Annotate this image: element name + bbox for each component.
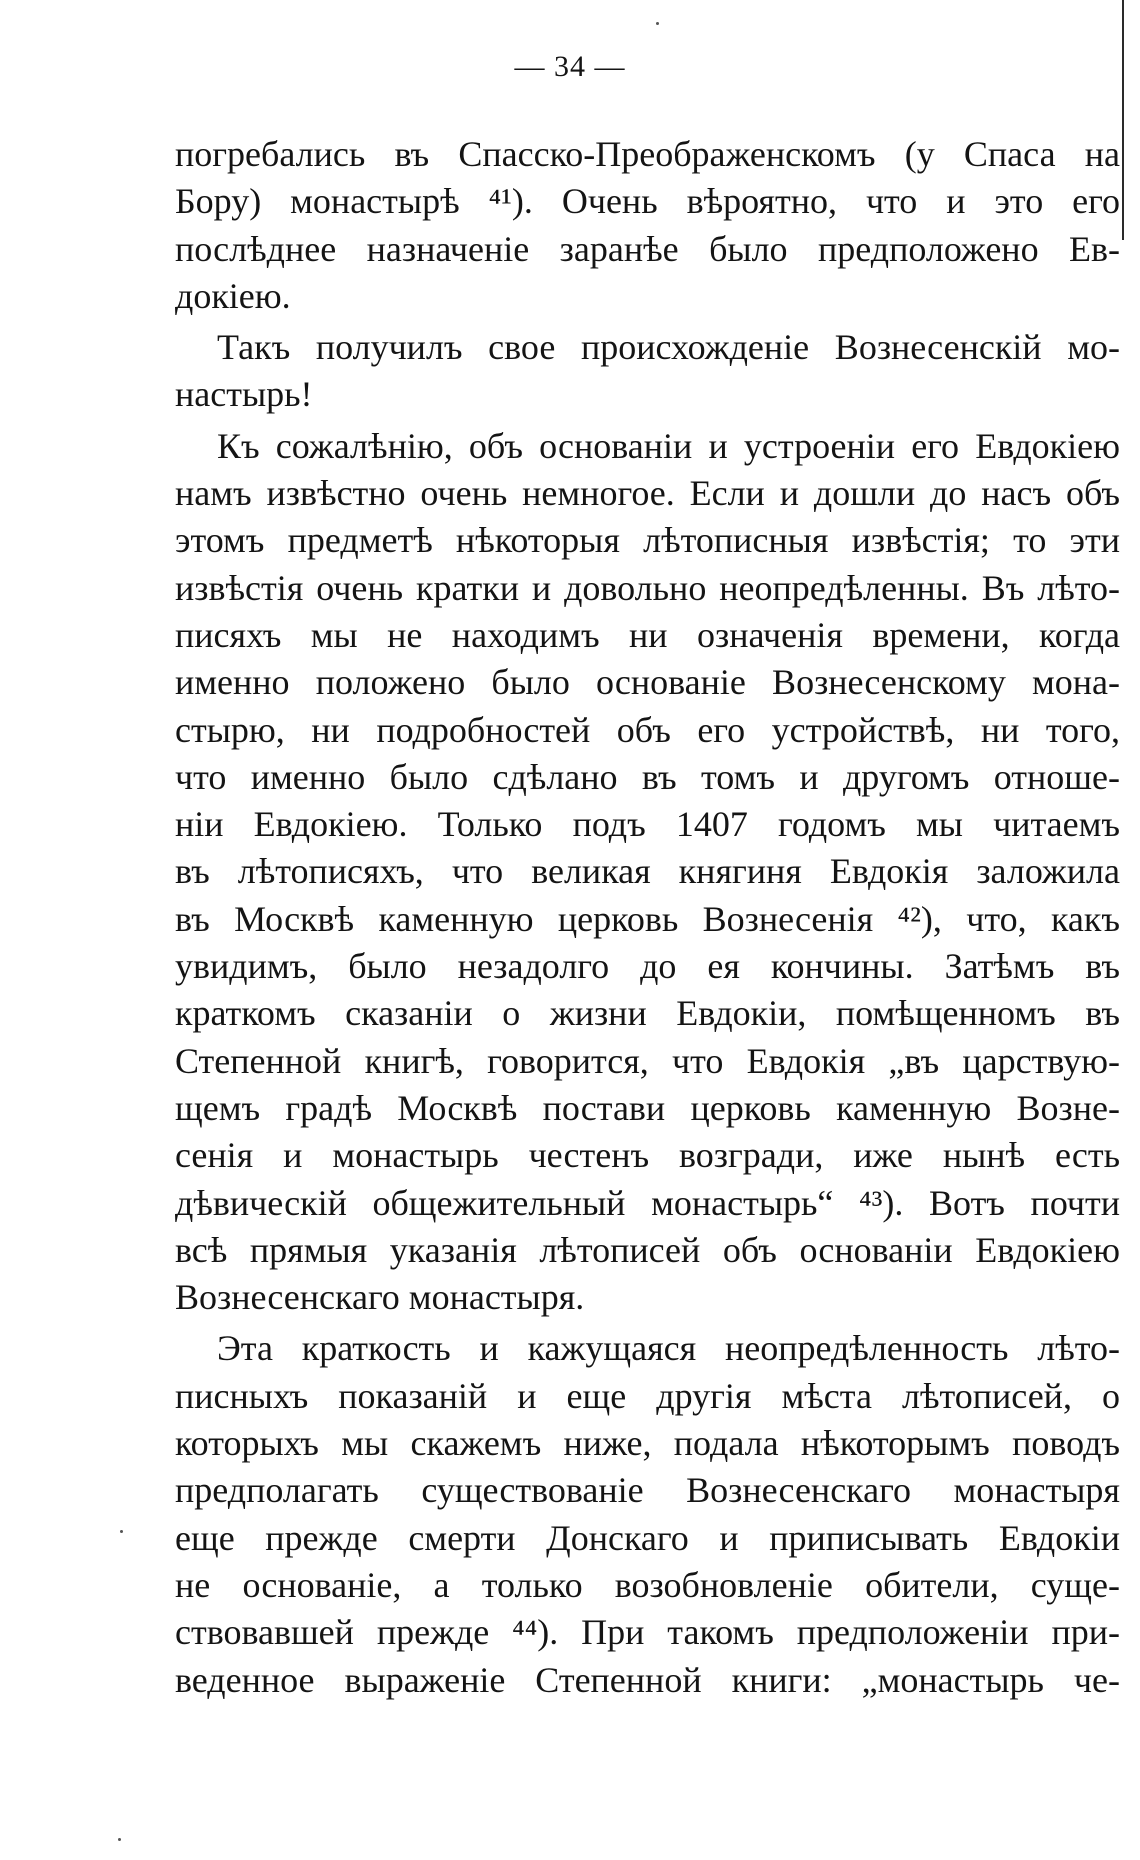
page-number: — 34 — <box>514 50 626 83</box>
text-line: Къ сожалѣнію, объ основаніи и устроеніи его Евдокіею <box>217 425 1120 466</box>
text-line: ніи Евдокіею. Только подъ 1407 годомъ мы читаемъ <box>175 804 1120 845</box>
text-line: Вознесенскаго монастыря. <box>175 1277 585 1318</box>
body-text <box>175 131 1120 1704</box>
paragraph <box>175 324 1120 419</box>
text-line: всѣ прямыя указанія лѣтописей объ основаніи Евдокіею <box>175 1229 1120 1270</box>
text-line: докіею. <box>175 275 291 316</box>
text-line: Бору) монастырѣ ⁴¹). Очень вѣроятно, что и это его <box>175 181 1120 222</box>
page-edge-line <box>1122 0 1124 240</box>
text-line: увидимъ, было незадолго до ея кончины. Затѣмъ въ <box>175 946 1120 987</box>
text-line: щемъ градѣ Москвѣ постави церковь каменную Возне- <box>175 1087 1120 1128</box>
text-line: не основаніе, а только возобновленіе обители, суще- <box>175 1564 1120 1605</box>
print-speck <box>120 1530 123 1533</box>
text-line: краткомъ сказаніи о жизни Евдокіи, помѣщенномъ въ <box>175 993 1120 1034</box>
text-line: дѣвическій общежительный монастырь“ ⁴³). Вотъ почти <box>175 1182 1120 1223</box>
text-line: извѣстія очень кратки и довольно неопредѣленны. Въ лѣто- <box>175 567 1120 608</box>
text-line: еще прежде смерти Донскаго и приписывать Евдокіи <box>175 1517 1120 1558</box>
print-speck <box>656 22 659 25</box>
paragraph <box>175 423 1120 1322</box>
text-line: сенія и монастырь честенъ возгради, иже нынѣ есть <box>175 1135 1120 1176</box>
text-line: Степенной книгѣ, говорится, что Евдокія „въ царствую- <box>175 1040 1120 1081</box>
paragraph <box>175 131 1120 320</box>
text-line: именно положено было основаніе Вознесенскому мона- <box>175 662 1120 703</box>
text-line: которыхъ мы скажемъ ниже, подала нѣкоторымъ поводъ <box>175 1423 1120 1464</box>
text-line: Такъ получилъ свое происхожденіе Вознесенскій мо- <box>217 327 1120 368</box>
text-line: этомъ предметѣ нѣкоторыя лѣтописныя извѣстія; то эти <box>175 520 1120 561</box>
text-line: стырю, ни подробностей объ его устройствѣ, ни того, <box>175 709 1120 750</box>
text-line: что именно было сдѣлано въ томъ и другомъ отноше- <box>175 756 1120 797</box>
text-line: настырь! <box>175 374 313 415</box>
text-line: писныхъ показаній и еще другія мѣста лѣтописей, о <box>175 1375 1120 1416</box>
text-line: писяхъ мы не находимъ ни означенія времени, когда <box>175 614 1120 655</box>
text-line: намъ извѣстно очень немногое. Если и дошли до насъ объ <box>175 473 1120 514</box>
text-line: погребались въ Спасско-Преображенскомъ (у Спаса на <box>175 134 1120 174</box>
text-line: ствовавшей прежде ⁴⁴). При такомъ предположеніи при- <box>175 1612 1120 1653</box>
text-line: послѣднее назначеніе заранѣе было предположено Ев- <box>175 228 1120 269</box>
text-line: веденное выраженіе Степенной книги: „монастырь че- <box>175 1659 1120 1700</box>
text-line: въ лѣтописяхъ, что великая княгиня Евдокія заложила <box>175 851 1120 892</box>
paragraph <box>175 1325 1120 1703</box>
text-line: предполагать существованіе Вознесенскаго монастыря <box>175 1470 1120 1511</box>
print-speck <box>118 1838 121 1841</box>
text-line: Эта краткость и кажущаяся неопредѣленность лѣто- <box>217 1328 1120 1369</box>
text-line: въ Москвѣ каменную церковь Вознесенія ⁴²), что, какъ <box>175 898 1120 939</box>
